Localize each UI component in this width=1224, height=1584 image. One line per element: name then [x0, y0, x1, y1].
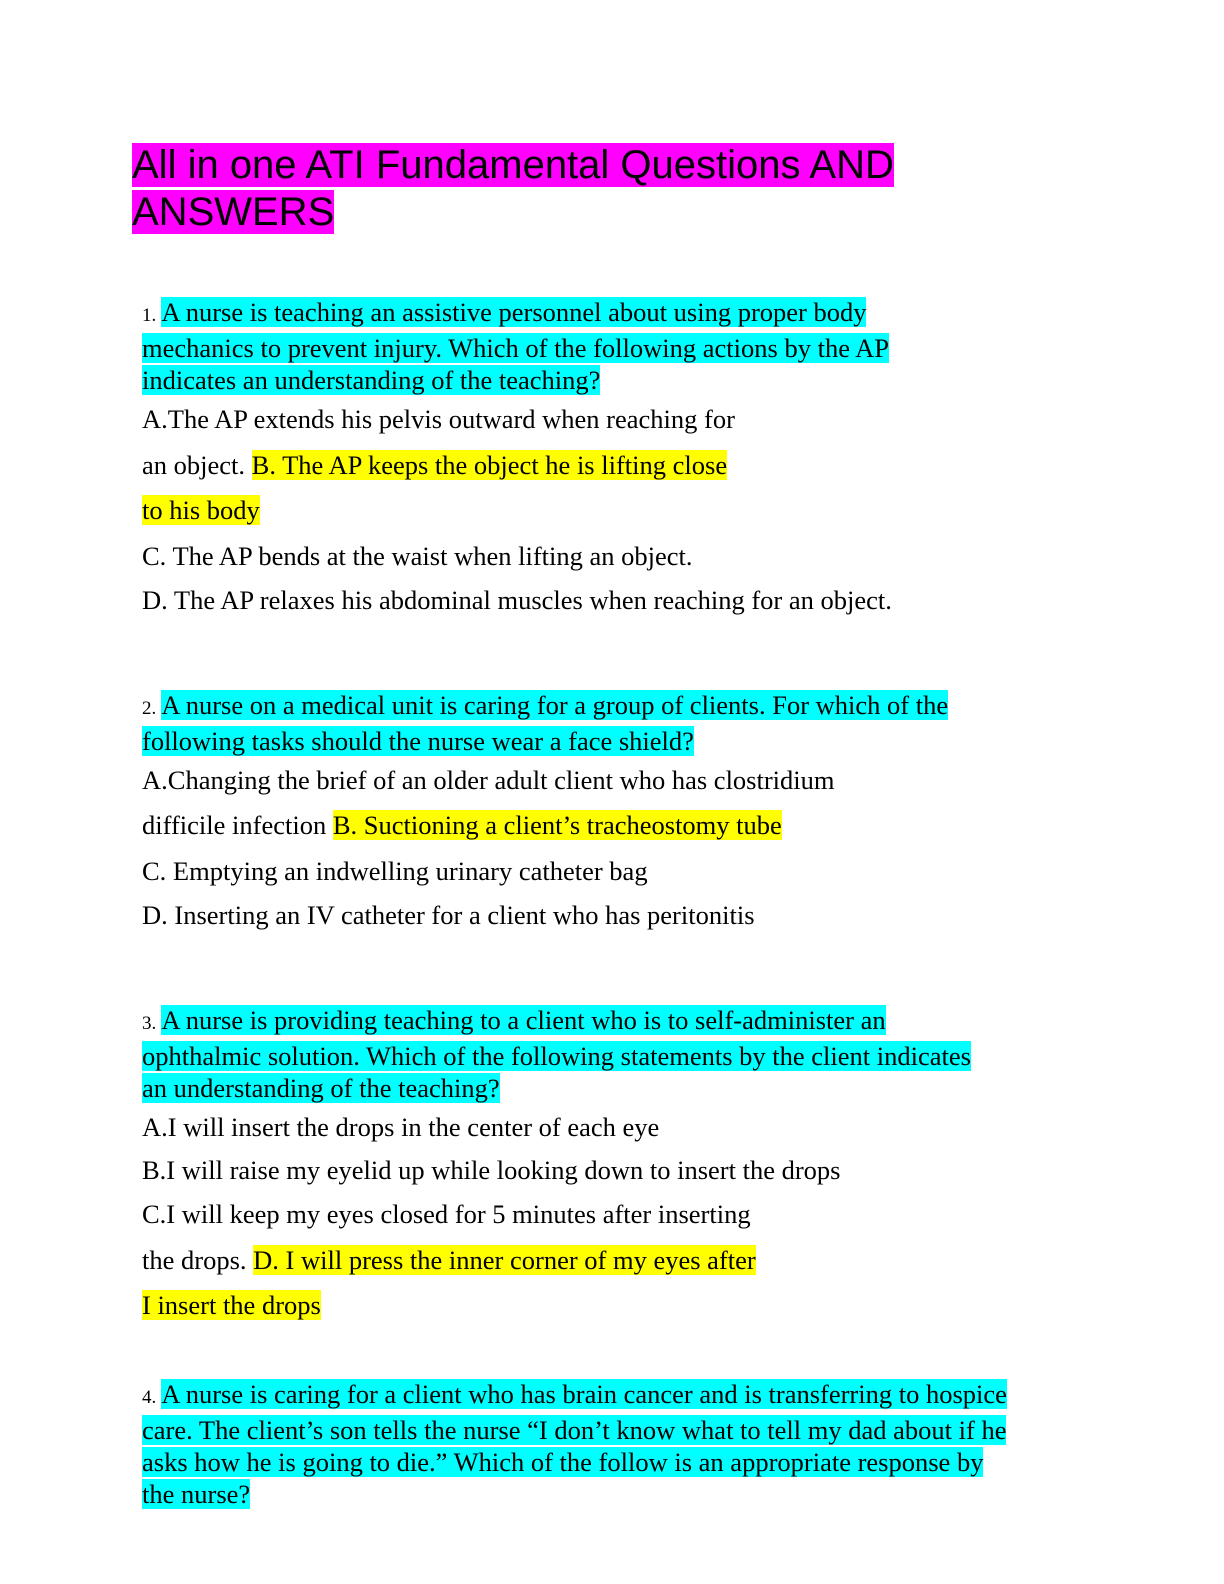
option-line	[142, 810, 782, 841]
correct-answer-continuation: to his body	[142, 495, 260, 525]
option-d-line: D. The AP relaxes his abdominal muscles when reaching for an object.	[142, 585, 892, 615]
question-stem-line: an understanding of the teaching?	[142, 1073, 500, 1103]
question-stem-line: mechanics to prevent injury. Which of the following actions by the AP	[142, 333, 889, 363]
question-stem-line: the nurse?	[142, 1479, 251, 1509]
option-line	[142, 495, 260, 526]
question-stem-line: care. The client’s son tells the nurse “I don’t know what to tell my dad about if he	[142, 1415, 1007, 1445]
correct-answer: B. Suctioning a client’s tracheostomy tube	[332, 810, 782, 840]
title-line-1: All in one ATI Fundamental Questions AND	[132, 143, 894, 187]
question-number: 3.	[142, 1013, 157, 1034]
question-2-stem	[142, 689, 948, 757]
option-c-line: C. The AP bends at the waist when lifting an object.	[142, 541, 693, 571]
option-line	[142, 1290, 321, 1321]
question-stem-line: A nurse is caring for a client who has brain cancer and is transferring to hospice	[161, 1379, 1007, 1409]
question-number: 1.	[142, 305, 157, 326]
option-c-continuation: the drops.	[142, 1245, 247, 1275]
option-a-continuation: an object.	[142, 450, 246, 480]
correct-answer-continuation: I insert the drops	[142, 1290, 321, 1320]
question-stem-line: A nurse is providing teaching to a client who is to self-administer an	[161, 1005, 886, 1035]
title-line-2: ANSWERS	[132, 190, 335, 234]
option-c-line: C.I will keep my eyes closed for 5 minutes after inserting	[142, 1199, 751, 1229]
question-stem-line: A nurse is teaching an assistive personnel about using proper body	[161, 297, 867, 327]
document-title	[132, 142, 912, 236]
option-line	[142, 450, 727, 481]
question-3-stem	[142, 1004, 971, 1104]
option-line	[142, 1245, 756, 1276]
option-d-line: D. Inserting an IV catheter for a client who has peritonitis	[142, 900, 755, 930]
option-c-line: C. Emptying an indwelling urinary catheter bag	[142, 856, 648, 886]
option-a-line: A.The AP extends his pelvis outward when reaching for	[142, 404, 735, 434]
question-stem-line: A nurse on a medical unit is caring for a group of clients. For which of the	[161, 690, 949, 720]
option-a-line: A.Changing the brief of an older adult client who has clostridium	[142, 765, 835, 795]
option-b-line: B.I will raise my eyelid up while looking down to insert the drops	[142, 1155, 841, 1185]
question-1-stem	[142, 296, 889, 396]
question-stem-line: following tasks should the nurse wear a face shield?	[142, 726, 694, 756]
question-number: 4.	[142, 1387, 157, 1408]
option-a-continuation: difficile infection	[142, 810, 327, 840]
question-stem-line: ophthalmic solution. Which of the following statements by the client indicates	[142, 1041, 971, 1071]
question-stem-line: indicates an understanding of the teaching?	[142, 365, 601, 395]
question-number: 2.	[142, 698, 157, 719]
question-4-stem	[142, 1378, 1007, 1510]
question-stem-line: asks how he is going to die.” Which of the follow is an appropriate response by	[142, 1447, 984, 1477]
correct-answer: B. The AP keeps the object he is lifting close	[251, 450, 728, 480]
correct-answer: D. I will press the inner corner of my eyes after	[253, 1245, 756, 1275]
option-a-line: A.I will insert the drops in the center of each eye	[142, 1112, 660, 1142]
